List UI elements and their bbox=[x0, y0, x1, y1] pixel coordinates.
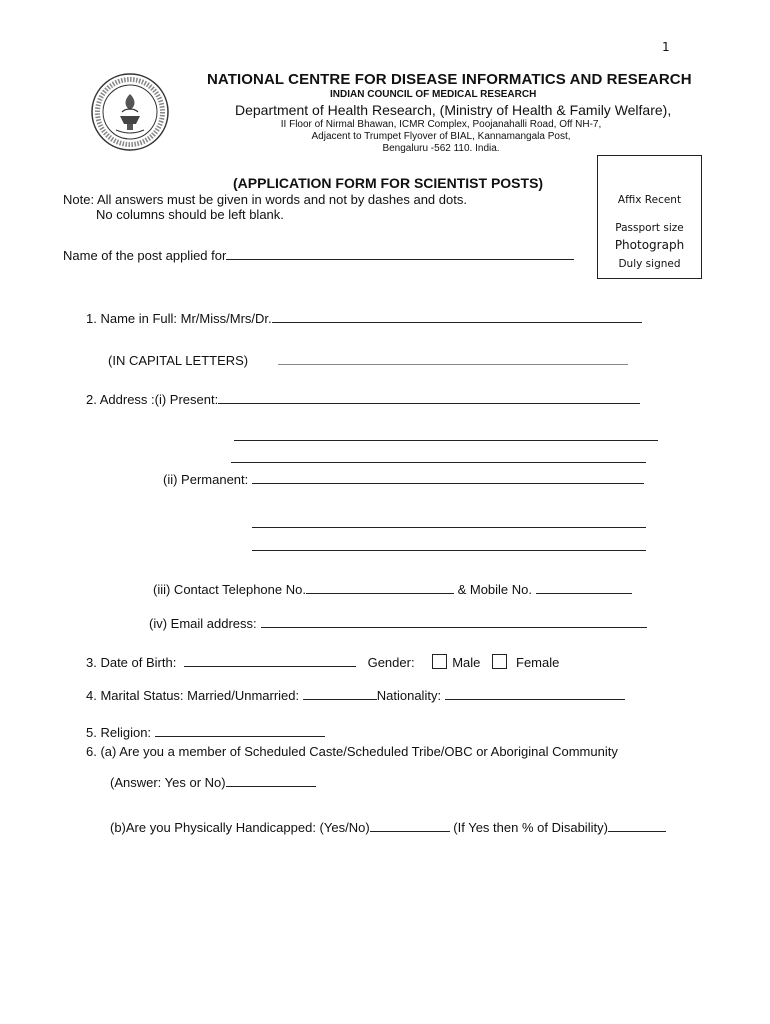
photo-box-line-3: Photograph bbox=[614, 238, 685, 252]
permanent-row bbox=[163, 471, 644, 487]
q6b-label: (b)Are you Physically Handicapped: (Yes/No) bbox=[110, 820, 370, 835]
q4-row bbox=[86, 687, 625, 703]
nationality-label: Nationality: bbox=[376, 688, 442, 703]
mobile-field[interactable] bbox=[536, 581, 632, 594]
permanent-address-field-1[interactable] bbox=[252, 471, 644, 484]
post-applied-row bbox=[63, 247, 574, 263]
nationality-field[interactable] bbox=[445, 687, 625, 700]
phone-row bbox=[153, 581, 632, 597]
disability-percent-field[interactable] bbox=[608, 819, 666, 832]
female-checkbox[interactable] bbox=[492, 654, 507, 669]
post-applied-label: Name of the post applied for bbox=[63, 248, 227, 263]
permanent-label: (ii) Permanent: bbox=[163, 472, 249, 487]
q1-capital-row bbox=[108, 352, 628, 368]
q6a-answer-field[interactable] bbox=[226, 774, 316, 787]
q1-label: 1. Name in Full: Mr/Miss/Mrs/Dr. bbox=[86, 311, 272, 326]
q3-row bbox=[86, 654, 559, 670]
q5-row bbox=[86, 724, 325, 740]
religion-label: 5. Religion: bbox=[86, 725, 152, 740]
marital-label: 4. Marital Status: Married/Unmarried: bbox=[86, 688, 300, 703]
q6a-question: 6. (a) Are you a member of Scheduled Caste/Scheduled Tribe/OBC or Aboriginal Community bbox=[86, 744, 618, 759]
form-title: (APPLICATION FORM FOR SCIENTIST POSTS) bbox=[233, 175, 544, 191]
disability-label: (If Yes then % of Disability) bbox=[453, 820, 608, 835]
dob-field[interactable] bbox=[184, 654, 356, 667]
present-address-field-3[interactable] bbox=[231, 450, 646, 463]
present-address-field-2[interactable] bbox=[234, 428, 658, 441]
address-line-2: Adjacent to Trumpet Flyover of BIAL, Kannamangala Post, bbox=[311, 131, 571, 142]
full-name-capital-field[interactable] bbox=[278, 352, 628, 365]
handicapped-field[interactable] bbox=[370, 819, 450, 832]
photo-box-line-2: Passport size bbox=[615, 222, 684, 234]
address-line-1: II Floor of Nirmal Bhawan, ICMR Complex, Poojanahalli Road, Off NH-7, bbox=[280, 119, 602, 130]
q1-capital-label: (IN CAPITAL LETTERS) bbox=[108, 353, 249, 368]
religion-field[interactable] bbox=[155, 724, 325, 737]
address-line-3: Bengaluru -562 110. India. bbox=[382, 143, 500, 154]
q6b-row bbox=[110, 819, 666, 835]
photo-box-line-4: Duly signed bbox=[618, 258, 681, 270]
full-name-field[interactable] bbox=[272, 310, 642, 323]
photo-box-line-1: Affix Recent bbox=[617, 194, 682, 206]
permanent-address-field-2[interactable] bbox=[252, 515, 646, 528]
present-address-field-1[interactable] bbox=[218, 391, 640, 404]
q6a-answer-label: (Answer: Yes or No) bbox=[110, 775, 226, 790]
post-applied-field[interactable] bbox=[226, 247, 574, 260]
telephone-field[interactable] bbox=[306, 581, 454, 594]
email-label: (iv) Email address: bbox=[149, 616, 257, 631]
note-line-2: No columns should be left blank. bbox=[96, 207, 284, 222]
email-field[interactable] bbox=[261, 615, 647, 628]
dob-label: 3. Date of Birth: bbox=[86, 655, 177, 670]
q2-label: 2. Address :(i) Present: bbox=[86, 392, 219, 407]
female-label: Female bbox=[516, 655, 560, 670]
marital-field[interactable] bbox=[303, 687, 377, 700]
gender-label: Gender: bbox=[367, 655, 415, 670]
q1-row bbox=[86, 310, 642, 326]
photo-box[interactable] bbox=[597, 155, 702, 279]
page-number: 1 bbox=[662, 40, 670, 54]
mobile-label: & Mobile No. bbox=[457, 582, 532, 597]
q2-row bbox=[86, 391, 640, 407]
council-name: INDIAN COUNCIL OF MEDICAL RESEARCH bbox=[330, 89, 537, 100]
male-checkbox[interactable] bbox=[432, 654, 447, 669]
note-line-1: Note: All answers must be given in words and not by dashes and dots. bbox=[63, 192, 467, 207]
q6a-answer-row bbox=[110, 774, 316, 790]
institute-title: NATIONAL CENTRE FOR DISEASE INFORMATICS AND RESEARCH bbox=[207, 71, 692, 88]
permanent-address-field-3[interactable] bbox=[252, 538, 646, 551]
phone-label: (iii) Contact Telephone No. bbox=[153, 582, 306, 597]
department-name: Department of Health Research, (Ministry of Health & Family Welfare), bbox=[235, 102, 672, 118]
email-row bbox=[149, 615, 647, 631]
male-label: Male bbox=[452, 655, 481, 670]
